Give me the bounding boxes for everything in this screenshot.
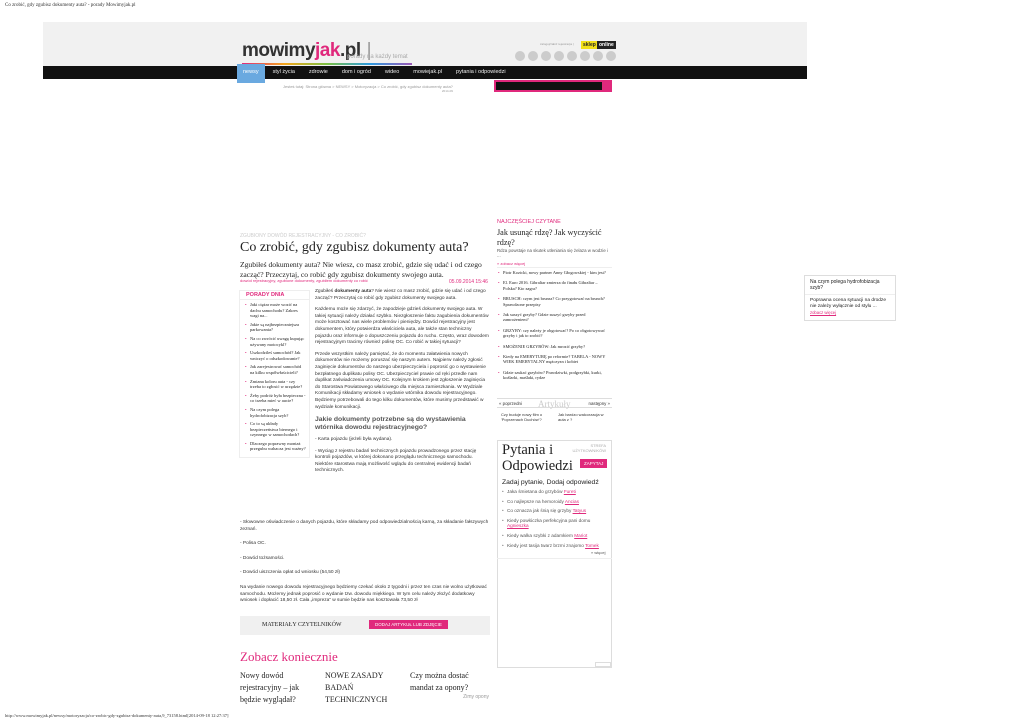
ad-placeholder: [595, 662, 611, 667]
qa-item[interactable]: [502, 508, 607, 514]
keyword-link[interactable]: dokumenty auta: [334, 289, 372, 294]
sklep-badge[interactable]: sklep: [583, 42, 596, 48]
social-icons: [515, 51, 616, 61]
pager-next-article[interactable]: Jak bardzo walcorzacja w auta z ?: [558, 412, 604, 422]
paragraph-text: Zgubiłeś: [315, 289, 335, 294]
most-read-list: [497, 267, 612, 384]
side-promo-link[interactable]: zobacz więcej: [810, 310, 837, 315]
ask-button[interactable]: ZAPYTAJ: [580, 459, 607, 468]
most-read-item[interactable]: • Jak suszyć grzyby? Gdzie suszyć grzyby przed zamrożeniem?: [497, 310, 612, 326]
nav-item-wideo[interactable]: wideo: [384, 69, 400, 75]
article-body-column: [315, 289, 489, 480]
pager-label: Artykuły: [538, 399, 571, 409]
article-pager: [497, 398, 612, 408]
article-paragraph: Przede wszystkim należy pamiętać, że do momentu załatwienia nowych dokumentów nie możemy poruszać się naszym autem. Najpierw należy zgłosić zaginięcie dokumentów do naszego ubezpieczyciela i poprosić go o wystawienie bezpłatnego duplikatu polisy OC. Ubezpieczyciel prawie od ręki przedle nam duplikat zaświadczenia umowy OC. Kolejnym krokiem jest zgłoszenie zaginięcia do Starostwa Powiatowego właściwego dla miejsca zamieszkania. W Wydziale Komunikacji składamy wniosek o wydanie wtórnika dowodu rejestracyjnego. Będziemy potrzebowali do tego kilku dokumentów, które musimy przedstawić w wydziale komunikacji.: [315, 351, 486, 410]
paragraph-text: ? Nie wiesz co masz zrobić, gdzie się udać i od czego zacząć? Przeczytaj co robić gdy zgubisz dokumenty swojego auta.: [315, 289, 486, 301]
most-read-feature-title[interactable]: Jak usunąć rdzę? Jak wyczyścić rdzę?: [497, 228, 602, 247]
nav-item-styl-zycia[interactable]: styl życia: [272, 69, 295, 75]
pager-next[interactable]: następny »: [588, 401, 610, 406]
most-read-item[interactable]: • GRZYBY: czy należy je obgotować? Po co obgotowywać grzyby i jak to zrobić?: [497, 326, 612, 342]
related-sub: Zimy opony: [463, 694, 489, 700]
account-links[interactable]: zaloguj/załóż rejestracja |: [540, 42, 574, 46]
qa-item-text[interactable]: Kiedy jest tasija twarz brzmi znajomo: [507, 542, 586, 548]
article-body-full: [240, 520, 490, 613]
page-url-footer: http://www.mowimyjak.pl/newsy/motoryzacja/co-zrobic-gdy-zgubisz-dokumenty-auta,9_73158.html[2014-09-18 12:27:37]: [5, 713, 229, 718]
qa-item-text[interactable]: Co najlepsze na hemoroidy: [507, 498, 565, 504]
related-title[interactable]: NOWE ZASADY BADAŃ TECHNICZNYCH: [325, 671, 388, 704]
related-card[interactable]: [410, 670, 489, 706]
porady-heading: PORADY DNIA: [240, 291, 309, 300]
qa-item[interactable]: [502, 518, 607, 529]
qa-title: [502, 443, 573, 474]
related-title[interactable]: Czy można dostać mandat za opony?: [410, 671, 469, 692]
twitter-icon[interactable]: [528, 51, 538, 61]
most-read-item[interactable]: • Gdzie szukać grzybów? Prawdziwki, podgrzybki, kurki, koźlarki, maślaki, rydze: [497, 368, 612, 384]
nav-item-mowiejak[interactable]: mowiejak.pl: [413, 69, 443, 75]
qa-title-line: Odpowiedzi: [502, 457, 573, 474]
qa-divider: [497, 558, 612, 559]
qa-item-text[interactable]: Kiedy walka szybki z adamkiem: [507, 532, 575, 538]
breadcrumb-sub: 2014-09: [441, 89, 453, 93]
porady-item[interactable]: • Na czym polega hydrofobizacja szyb?: [245, 407, 306, 418]
online-badge[interactable]: online: [599, 42, 614, 48]
header-bar: [43, 22, 807, 68]
qa-list: [502, 489, 607, 552]
qa-item-user[interactable]: Agnieszka: [507, 523, 529, 529]
side-promo-body: [805, 295, 895, 320]
search-input[interactable]: [494, 80, 612, 92]
article-paragraph: [315, 289, 489, 302]
qa-item-user[interactable]: Ancias: [564, 498, 579, 504]
site-tagline: porady na każdy temat: [347, 54, 408, 60]
side-promo-title[interactable]: Na czym polega hydrofobizacja szyb?: [805, 276, 895, 295]
nav-item-newsy[interactable]: newsy: [237, 64, 265, 83]
add-article-button[interactable]: DODAJ ARTYKUŁ LUB ZDJĘCIE: [369, 620, 448, 629]
nav-item-zdrowie[interactable]: zdrowie: [308, 69, 328, 75]
nasza-klasa-icon[interactable]: [580, 51, 590, 61]
qa-item-user[interactable]: Mariot: [574, 532, 588, 538]
most-read-item[interactable]: • BRUSCH: czym jest brunsz? Co przygotować na brunch? Sprawdzone przepisy: [497, 294, 612, 310]
nav-item-dom-i-ogrod[interactable]: dom i ogród: [341, 69, 371, 75]
rainbow-bar: [242, 63, 412, 65]
article-paragraph: Na wydanie nowego dowodu rejestracyjnego będziemy czekać około 2 tygodni i przez ten czas nie wolno użytkować samochodu. Możemy jednak poprosić o wydanie tzw. dowodu miękkiego. W tym celu należy złożyć dodatkowy wniosek i dopłacić 18,50 zł. Cała „impreza” w sumie będzie nas kosztowała 73,50 zł: [240, 584, 487, 604]
qa-item[interactable]: [502, 543, 607, 549]
qa-more-link[interactable]: » więcej: [591, 550, 606, 555]
logo-part-2: jak: [315, 40, 340, 61]
side-promo-box[interactable]: [804, 275, 896, 321]
article-paragraph: - Dowód tożsamości.: [240, 555, 285, 561]
article-subheading: Jakie dokumenty potrzebne są do wystawienia wtórnika dowodu rejestracyjnego?: [315, 416, 466, 432]
porady-dnia-box: [239, 290, 310, 458]
most-read-heading: NAJCZĘŚCIEJ CZYTANE: [497, 219, 561, 225]
search-button[interactable]: [602, 80, 612, 92]
article-title: Co zrobić, gdy zgubisz dokumenty auta?: [240, 240, 469, 255]
porady-item[interactable]: • Na co zwrócić uwagę kupując używany motocykl?: [245, 336, 306, 347]
nav-items: [237, 66, 512, 83]
qa-item-user[interactable]: Tomek: [585, 542, 599, 548]
article-paragraph: - Słowowne oświadczenie o danych pojazdu, które składamy pod odpowiedzialnością karną, za składanie fałszywych zeznań.: [240, 520, 489, 532]
side-promo-desc: Poprawna ocena sytuacji na drodze nie zależy wyłącznie od stylu ...: [810, 298, 886, 309]
qa-title-line: Pytania i: [502, 442, 554, 458]
porady-item[interactable]: • Jak zarejestrować samochód na kilku współwłaścicieli?: [245, 364, 306, 375]
qa-item-text[interactable]: Kiedy powłóczka perfekcyjna pani domu: [507, 517, 591, 523]
nav-item-pytania[interactable]: pytania i odpowiedzi: [456, 69, 506, 75]
porady-item[interactable]: • Jaki ciężar może wozić na dachu samochodu? Zakres wagi na...: [245, 302, 306, 319]
article-kicker: ZGUBIONY DOWÓD REJESTRACYJNY - CO ZROBIĆ?: [240, 233, 366, 239]
most-read-more-link[interactable]: » zobacz więcej: [497, 261, 526, 266]
porady-list: [240, 300, 309, 457]
browser-page-title: Co zrobić, gdy zgubisz dokumenty auta? - porady Mowimyjak.pl: [5, 3, 136, 8]
most-read-item[interactable]: • Piotr Kozicki, nowy partner Anny Głogowskiej - kim jest?: [497, 268, 612, 278]
mail-icon[interactable]: [567, 51, 577, 61]
porady-item[interactable]: • Co to są układy bezpieczeństwa biernego i czynnego w samochodach?: [245, 421, 306, 438]
rss-icon[interactable]: [554, 51, 564, 61]
most-read-item[interactable]: • SMOŻENIE GRZYBÓW: Jak mrozić grzyby?: [497, 342, 612, 352]
article-tags[interactable]: dowód rejestracyjny, zgubione dokumenty, zgubiłem dokumenty co robić: [240, 278, 368, 283]
article-date: 05.09.2014 15:46: [449, 279, 488, 285]
article-paragraph: - Polisa OC.: [240, 541, 266, 547]
article-lead: Zgubiłeś dokumenty auta? Nie wiesz, co masz zrobić, gdzie się udać i od czego zacząć? Przeczytaj, co robić gdy zgubisz dokumenty swojego auta.: [240, 260, 482, 279]
breadcrumb-path[interactable]: Jesteś tutaj: Strona główna > NEWSY > Motoryzacja > Co zrobić, gdy zgubisz dokumenty auta?: [283, 84, 453, 89]
facebook-icon[interactable]: [515, 51, 525, 61]
pager-links: [497, 410, 612, 424]
article-paragraph: - Dowód uiszczenia opłat od wniosku (54,50 zł): [240, 570, 340, 576]
related-card[interactable]: [240, 670, 319, 706]
logo-part-3: .pl: [339, 40, 361, 61]
qa-item[interactable]: [502, 489, 607, 495]
article-paragraph: - Karta pojazdu (jeżeli była wydana).: [315, 437, 393, 443]
porady-item[interactable]: • Zmiana koloru auta - czy trzeba to zgłosić w urzędzie?: [245, 379, 306, 390]
breadcrumb[interactable]: [283, 84, 453, 93]
user-icon[interactable]: [593, 51, 603, 61]
qa-heading: Zadaj pytanie, Dodaj odpowiedź: [502, 479, 599, 486]
qa-zone-tag: STREFA UŻYTKOWNIKÓW: [572, 443, 606, 453]
related-title[interactable]: Nowy dowód rejestracyjny – jak będzie wyglądał?: [240, 671, 300, 704]
article-paragraph: - Wyciąg z rejestru badań technicznych pojazdu prowadzonego przez stację kontroli pojazdów, w której dokonano przeglądu technicznego samochodu. Niektóre starostwa mają możliwość wglądu do centralnej ewidencji badań technicznych.: [315, 448, 477, 474]
porady-item[interactable]: • Uszkodzileś samochód? Jak wniczyć o odszkodowanie?: [245, 350, 306, 361]
logo-separator: |: [366, 40, 372, 61]
zobacz-heading: Zobacz koniecznie: [240, 649, 338, 664]
most-read-item[interactable]: • El. Euro 2016. Gibraltar zmierza do finału Gibraltar – Polska? Kto zagra?: [497, 278, 612, 294]
porady-item[interactable]: • Jakie są najbezpieczniejsza parkowania?: [245, 322, 306, 333]
porady-item[interactable]: • Żeby podróż była bezpieczna - co trzeba mieć w aucie?: [245, 393, 306, 404]
pager-prev-article[interactable]: Czy buduje nowy film o 'Poprzenach Duchów'?: [501, 412, 543, 422]
google-plus-icon[interactable]: [541, 51, 551, 61]
qa-item-text[interactable]: Co oznacza jak śnią się grzyby: [507, 508, 573, 514]
qa-item[interactable]: [502, 533, 607, 539]
readers-label: MATERIAŁY CZYTELNIKÓW: [262, 622, 342, 628]
most-read-feature-desc: Rdza powstaje na skutek utleniania się żelaza w wodzie i ...: [497, 248, 609, 259]
qa-item-user[interactable]: Tatyus: [572, 508, 587, 514]
article-paragraph: Każdemu może się zdarzyć, że zapodzieje gdzieś dokumenty swojego auta. W takiej sytuacji należy działać szybko. Niezgłoszenie faktu zagubienia dokumentów może kosztować nas wiele problemów i pieniędzy. Dowód rejestracyjny jest dokumentem, który potwierdza właściciela auta, ale także stan techniczny pojazdu oraz informuje o dopuszczeniu pojazdu do ruchu. Często, wraz dowodem rejestracyjnym tracimy również polisę OC. Co robić w takiej sytuacji?: [315, 307, 489, 346]
game-icon[interactable]: [606, 51, 616, 61]
readers-materials-bar: [240, 616, 490, 635]
porady-item[interactable]: • Dlaczego poprawny montaż przegubu wahacza jest ważny?: [245, 441, 306, 452]
pager-prev[interactable]: « poprzedni: [499, 401, 522, 406]
most-read-item[interactable]: • Kiedy na EMERYTURĘ po reformie? TABELA - NOWY WIEK EMERYTALNY mężczyzn i kobiet: [497, 352, 612, 368]
qa-item[interactable]: [502, 499, 607, 505]
related-cards: [240, 670, 489, 706]
qa-item-text[interactable]: Jaka śmietana do grzybów: [507, 489, 564, 494]
qa-item-user[interactable]: Fureti: [563, 489, 576, 494]
related-card[interactable]: [325, 670, 404, 706]
logo-part-1: mowimy: [242, 40, 316, 61]
